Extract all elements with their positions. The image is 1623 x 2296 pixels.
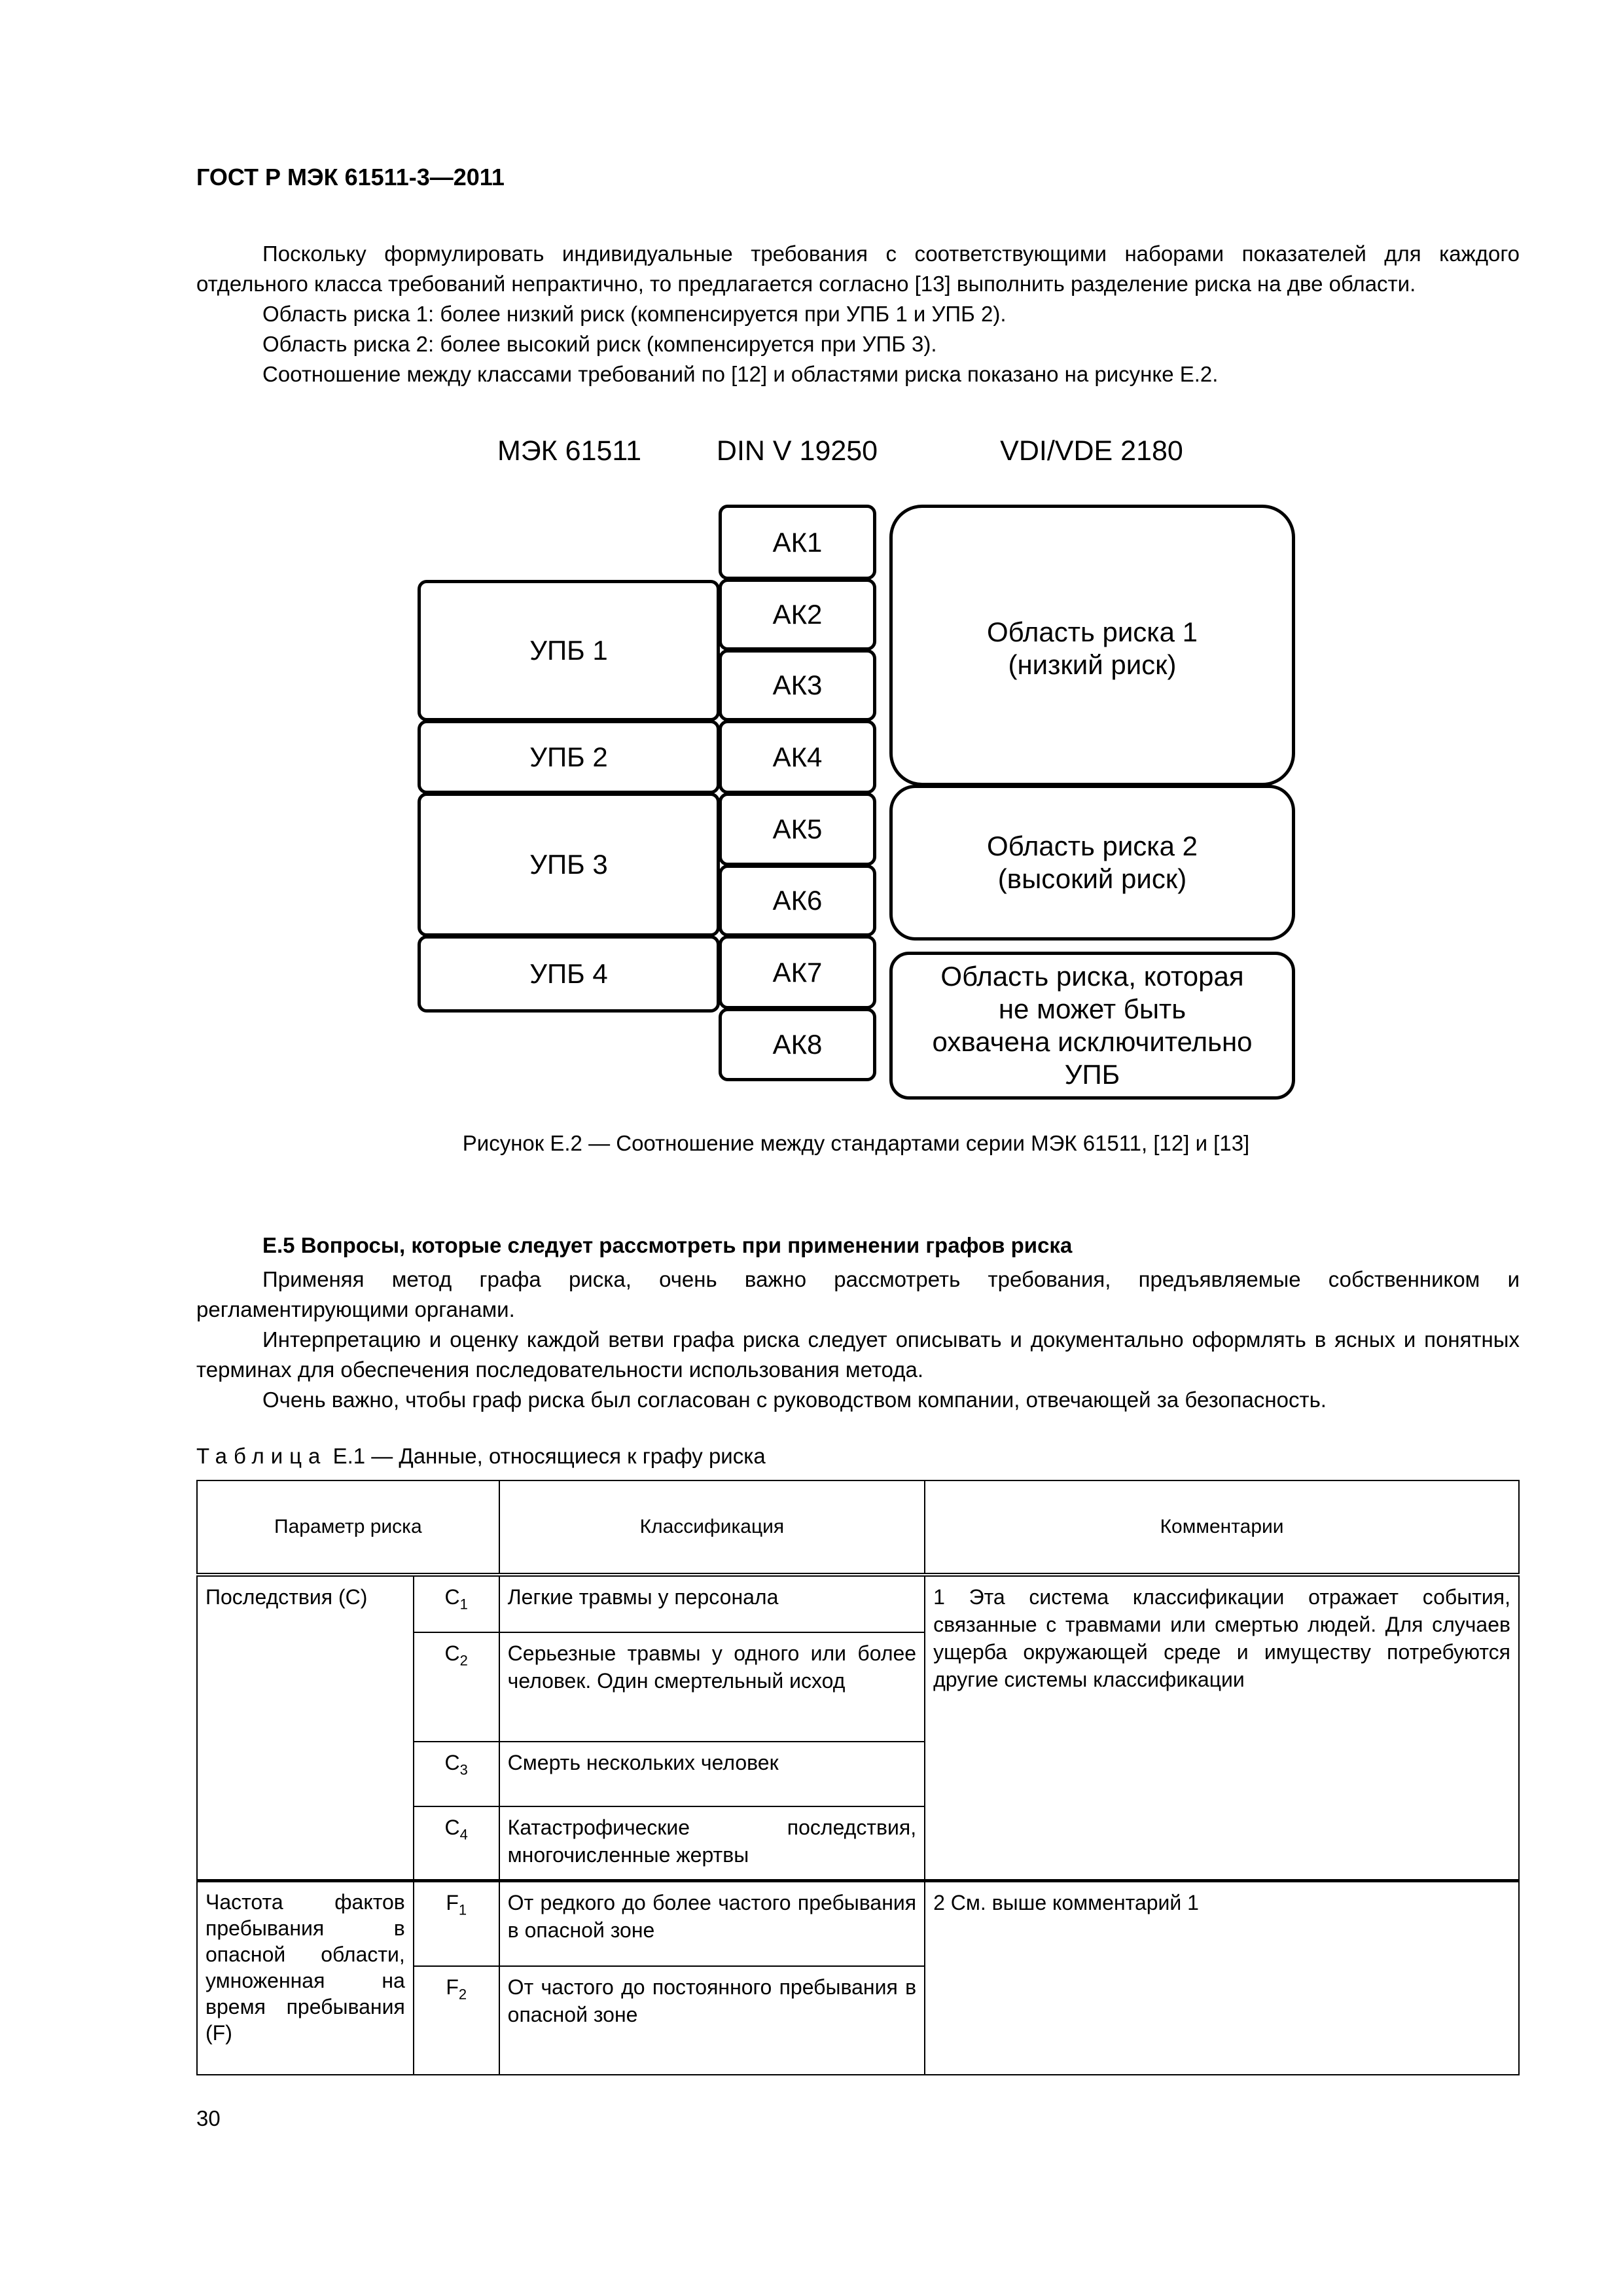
figure-caption: Рисунок Е.2 — Соотношение между стандартами серии МЭК 61511, [12] и [13] bbox=[462, 1131, 1250, 1155]
classification-cell: От редкого до более частого пребывания в опасной зоне bbox=[499, 1880, 925, 1966]
param-cell: Последствия (С) bbox=[197, 1575, 414, 1880]
table-caption-prefix: Таблица bbox=[196, 1444, 327, 1468]
classification-cell: Серьезные травмы у одного или более человек. Один смертельный исход bbox=[499, 1632, 925, 1742]
code-cell: $F_2$ bbox=[414, 1966, 499, 2075]
sil-box: УПБ 1 bbox=[418, 580, 720, 721]
section-text bbox=[196, 1265, 1520, 1415]
table-caption bbox=[196, 1444, 766, 1469]
ak-box: АК6 bbox=[719, 865, 876, 937]
classification-cell: Катастрофические последствия, многочисленные жертвы bbox=[499, 1806, 925, 1880]
code-cell: $C_3$ bbox=[414, 1742, 499, 1806]
intro-paragraph: Поскольку формулировать индивидуальные требования с соответствующими наборами показателей для каждого отдельного класса требований непрактично, то предлагается согласно [13] выполнить разделение риска на две области. bbox=[196, 242, 1520, 296]
code-cell: $C_2$ bbox=[414, 1632, 499, 1742]
intro-text bbox=[196, 239, 1520, 389]
intro-paragraph: Область риска 2: более высокий риск (компенсируется при УПБ 3). bbox=[262, 332, 937, 356]
intro-paragraph: Область риска 1: более низкий риск (компенсируется при УПБ 1 и УПБ 2). bbox=[262, 302, 1007, 326]
code-cell: $C_4$ bbox=[414, 1806, 499, 1880]
ak-box: АК4 bbox=[719, 720, 876, 794]
classification-cell: От частого до постоянного пребывания в опасной зоне bbox=[499, 1966, 925, 2075]
intro-paragraph: Соотношение между классами требований по [12] и областями риска показано на рисунке Е.2. bbox=[262, 362, 1219, 386]
risk-area-1: Область риска 1 (низкий риск) bbox=[889, 505, 1295, 786]
ak-box: АК7 bbox=[719, 935, 876, 1009]
table-header-row bbox=[197, 1480, 1519, 1575]
comment-cell: 1 Эта система классификации отражает события, связанные с травмами или смертью людей. Для случаев ущерба окружающей среде и имуществу потребуются другие системы классификации bbox=[925, 1575, 1519, 1880]
page-number: 30 bbox=[196, 2106, 221, 2130]
table-row bbox=[197, 1880, 1519, 1966]
param-cell: Частота фактов пребывания в опасной области, умноженная на время пребывания (F) bbox=[197, 1880, 414, 2075]
risk-area-3: Область риска, которая не может быть охвачена исключительно УПБ bbox=[889, 952, 1295, 1100]
ak-box: АК2 bbox=[719, 579, 876, 651]
risk-area-2: Область риска 2 (высокий риск) bbox=[889, 785, 1295, 941]
column-header-iec: МЭК 61511 bbox=[497, 435, 642, 467]
sil-box: УПБ 4 bbox=[418, 935, 720, 1013]
header-comments: Комментарии bbox=[925, 1480, 1519, 1575]
section-title: Е.5 Вопросы, которые следует рассмотреть при применении графов риска bbox=[262, 1233, 1073, 1257]
section-paragraph: Применяя метод графа риска, очень важно рассмотреть требования, предъявляемые собственником и регламентирующими органами. bbox=[196, 1267, 1520, 1321]
ak-box: АК5 bbox=[719, 793, 876, 866]
table-row bbox=[197, 1575, 1519, 1632]
section-paragraph: Интерпретацию и оценку каждой ветви графа риска следует описывать и документально оформлять в ясных и понятных терминах для обеспечения последовательности использования метода. bbox=[196, 1327, 1520, 1382]
sil-box: УПБ 3 bbox=[418, 793, 720, 937]
column-header-din: DIN V 19250 bbox=[716, 435, 878, 467]
code-cell: $F_1$ bbox=[414, 1880, 499, 1966]
ak-box: АК3 bbox=[719, 649, 876, 721]
header-parameter: Параметр риска bbox=[197, 1480, 499, 1575]
sil-box: УПБ 2 bbox=[418, 720, 720, 794]
ak-box: АК8 bbox=[719, 1008, 876, 1081]
document-header: ГОСТ Р МЭК 61511-3—2011 bbox=[196, 164, 505, 190]
ak-box: АК1 bbox=[719, 505, 876, 580]
table-caption-text: Е.1 — Данные, относящиеся к графу риска bbox=[332, 1444, 766, 1468]
classification-cell: Смерть нескольких человек bbox=[499, 1742, 925, 1806]
section-paragraph: Очень важно, чтобы граф риска был согласован с руководством компании, отвечающей за безопасность. bbox=[262, 1388, 1327, 1412]
risk-graph-table bbox=[196, 1480, 1520, 2075]
header-classification: Классификация bbox=[499, 1480, 925, 1575]
comment-cell: 2 См. выше комментарий 1 bbox=[925, 1880, 1519, 2075]
column-header-vdi: VDI/VDE 2180 bbox=[1000, 435, 1183, 467]
code-cell: $C_1$ bbox=[414, 1575, 499, 1632]
classification-cell: Легкие травмы у персонала bbox=[499, 1575, 925, 1632]
